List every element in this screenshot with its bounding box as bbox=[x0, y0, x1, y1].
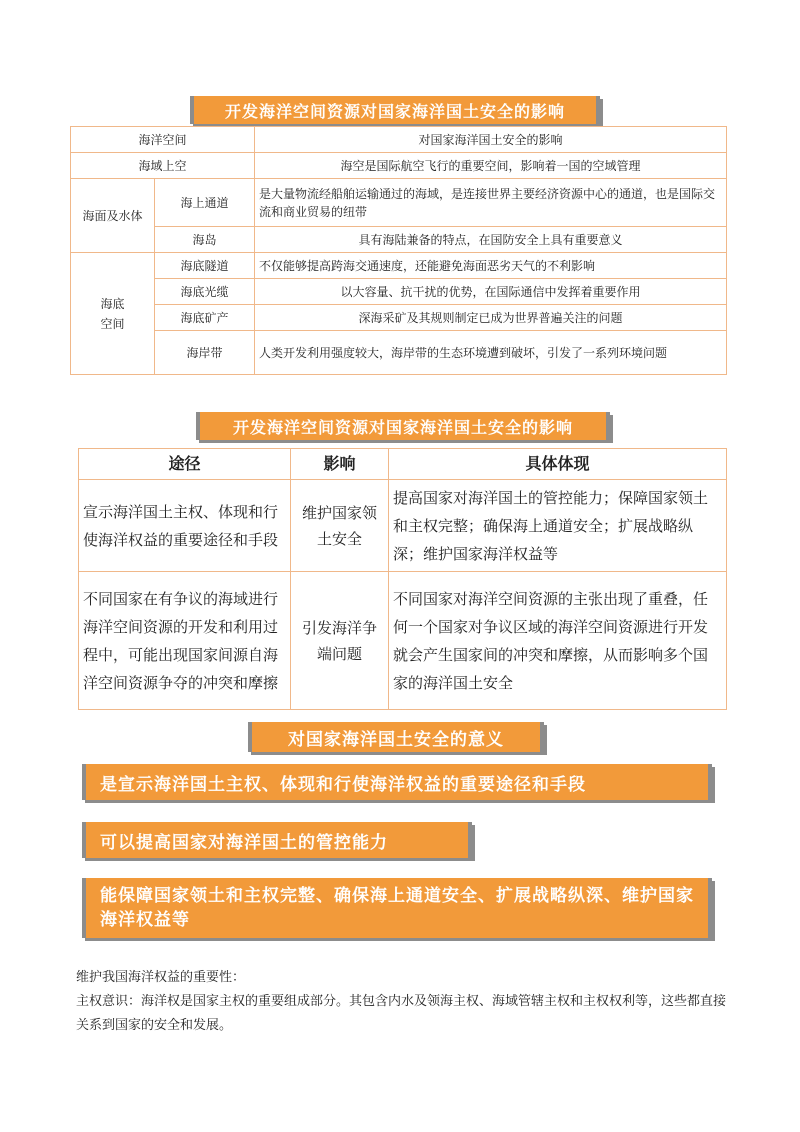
row-label: 海底隧道 bbox=[155, 253, 255, 279]
section-title-banner-1 bbox=[190, 96, 600, 124]
paragraph: 主权意识：海洋权是国家主权的重要组成部分。其包含内水及领海主权、海域管辖主权和主权权利等，这些都直接关系到国家的安全和发展。 bbox=[76, 994, 727, 1033]
group-label: 海面及水体 bbox=[71, 179, 155, 253]
row-value: 以大容量、抗干扰的优势，在国际通信中发挥着重要作用 bbox=[255, 279, 727, 305]
row-value: 不仅能够提高跨海交通速度，还能避免海面恶劣天气的不利影响 bbox=[255, 253, 727, 279]
table-row bbox=[71, 253, 727, 279]
table-cell: 引发海洋争端问题 bbox=[291, 572, 389, 710]
table-cell: 提高国家对海洋国土的管控能力；保障国家领土和主权完整；确保海上通道安全；扩展战略纵深；维护国家海洋权益等 bbox=[389, 480, 727, 572]
body-text bbox=[76, 966, 736, 1038]
section-title-1: 开发海洋空间资源对国家海洋国土安全的影响 bbox=[224, 101, 565, 121]
table-row bbox=[71, 305, 727, 331]
paragraph: 维护我国海洋权益的重要性： bbox=[76, 970, 246, 985]
table-cell: 宣示海洋国土主权、体现和行使海洋权益的重要途径和手段 bbox=[79, 480, 291, 572]
header-cell: 对国家海洋国土安全的影响 bbox=[255, 127, 727, 153]
group-label: 海底 空间 bbox=[71, 253, 155, 375]
significance-text-1: 是宣示海洋国土主权、体现和行使海洋权益的重要途径和手段 bbox=[100, 774, 586, 795]
header-cell: 具体体现 bbox=[389, 449, 727, 480]
significance-text-2: 可以提高国家对海洋国土的管控能力 bbox=[100, 832, 388, 853]
table-row bbox=[71, 331, 727, 375]
significance-banner-3 bbox=[82, 878, 712, 938]
table-row bbox=[71, 153, 727, 179]
significance-banner-1 bbox=[82, 764, 712, 800]
table-cell: 维护国家领土安全 bbox=[291, 480, 389, 572]
ocean-space-impact-table bbox=[70, 126, 727, 375]
row-value: 是大量物流经船舶运输通过的海域，是连接世界主要经济资源中心的通道，也是国际交流和商业贸易的纽带 bbox=[255, 179, 727, 227]
table-row bbox=[71, 127, 727, 153]
significance-banner-2 bbox=[82, 822, 472, 858]
row-label: 海域上空 bbox=[71, 153, 255, 179]
table-row bbox=[79, 572, 727, 710]
table-cell: 不同国家对海洋空间资源的主张出现了重叠，任何一个国家对争议区域的海洋空间资源进行开发就会产生国家间的冲突和摩擦，从而影响多个国家的海洋国土安全 bbox=[389, 572, 727, 710]
row-label: 海岛 bbox=[155, 227, 255, 253]
row-label: 海上通道 bbox=[155, 179, 255, 227]
row-value: 具有海陆兼备的特点，在国防安全上具有重要意义 bbox=[255, 227, 727, 253]
table-header-row bbox=[79, 449, 727, 480]
row-value: 深海采矿及其规则制定已成为世界普遍关注的问题 bbox=[255, 305, 727, 331]
row-label: 海底矿产 bbox=[155, 305, 255, 331]
section-title-banner-3 bbox=[248, 722, 544, 752]
section-title-2: 开发海洋空间资源对国家海洋国土安全的影响 bbox=[232, 417, 573, 437]
header-cell: 海洋空间 bbox=[71, 127, 255, 153]
header-cell: 途径 bbox=[79, 449, 291, 480]
table-row bbox=[71, 227, 727, 253]
development-impact-table bbox=[78, 448, 727, 710]
table-row bbox=[71, 279, 727, 305]
section-title-3: 对国家海洋国土安全的意义 bbox=[288, 729, 504, 750]
row-value: 人类开发利用强度较大，海岸带的生态环境遭到破坏，引发了一系列环境问题 bbox=[255, 331, 727, 375]
row-label: 海底光缆 bbox=[155, 279, 255, 305]
table-row bbox=[79, 480, 727, 572]
significance-text-3: 能保障国家领土和主权完整、确保海上通道安全、扩展战略纵深、维护国家海洋权益等 bbox=[100, 886, 694, 930]
table-cell: 不同国家在有争议的海域进行海洋空间资源的开发和利用过程中，可能出现国家间源自海洋空间资源争夺的冲突和摩擦 bbox=[79, 572, 291, 710]
table-row bbox=[71, 179, 727, 227]
header-cell: 影响 bbox=[291, 449, 389, 480]
row-label: 海岸带 bbox=[155, 331, 255, 375]
row-value: 海空是国际航空飞行的重要空间，影响着一国的空域管理 bbox=[255, 153, 727, 179]
section-title-banner-2 bbox=[196, 412, 610, 440]
